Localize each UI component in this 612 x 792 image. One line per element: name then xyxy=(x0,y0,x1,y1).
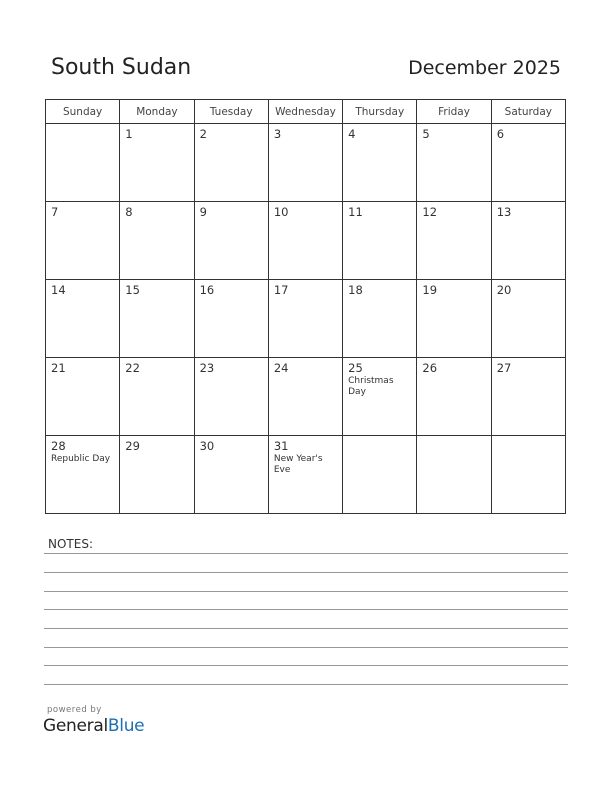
day-number: 31 xyxy=(273,439,289,453)
day-number: 25 xyxy=(348,361,363,375)
day-number: 13 xyxy=(496,205,512,219)
holiday-label: Republic Day xyxy=(51,454,111,464)
day-number: 21 xyxy=(51,361,66,375)
day-number: 26 xyxy=(422,361,438,375)
weekday-saturday: Saturday xyxy=(491,100,565,124)
day-number: 6 xyxy=(496,127,505,141)
day-number: 20 xyxy=(496,283,512,297)
day-number: 27 xyxy=(496,361,512,375)
day-number: 2 xyxy=(199,127,207,141)
notes-line xyxy=(44,591,568,592)
brand-blue: Blue xyxy=(107,716,145,736)
day-cell xyxy=(194,124,268,202)
day-cell xyxy=(268,124,342,202)
day-cell xyxy=(268,280,342,358)
day-number: 29 xyxy=(125,439,140,453)
day-number: 4 xyxy=(348,127,356,141)
month-title: December 2025 xyxy=(408,57,561,79)
day-cell xyxy=(194,436,268,514)
powered-by-text: powered by xyxy=(47,705,102,715)
week-row xyxy=(46,124,566,202)
day-cell xyxy=(491,124,565,202)
notes-label: NOTES: xyxy=(48,537,93,551)
day-cell xyxy=(46,358,120,436)
day-cell xyxy=(120,280,194,358)
week-row xyxy=(46,358,566,436)
day-cell xyxy=(491,280,565,358)
day-cell xyxy=(491,358,565,436)
day-cell xyxy=(46,280,120,358)
notes-line xyxy=(44,665,568,666)
day-number: 18 xyxy=(348,283,363,297)
day-number: 15 xyxy=(125,283,140,297)
day-number: 16 xyxy=(199,283,215,297)
day-cell xyxy=(343,280,417,358)
weekday-thursday: Thursday xyxy=(343,100,417,124)
notes-line xyxy=(44,553,568,554)
weekday-friday: Friday xyxy=(417,100,491,124)
day-number: 28 xyxy=(51,439,66,453)
brand-general: General xyxy=(43,716,108,736)
day-number: 7 xyxy=(51,205,59,219)
day-cell xyxy=(417,436,491,514)
day-cell xyxy=(46,436,120,514)
day-cell xyxy=(343,202,417,280)
notes-line xyxy=(44,628,568,629)
day-number: 12 xyxy=(422,205,438,219)
day-number: 14 xyxy=(51,283,66,297)
day-cell xyxy=(343,436,417,514)
notes-line xyxy=(44,647,568,648)
day-cell xyxy=(120,358,194,436)
weekday-header-row xyxy=(46,100,566,124)
day-cell xyxy=(120,124,194,202)
week-row xyxy=(46,280,566,358)
generalblue-logo[interactable] xyxy=(43,716,144,736)
day-number: 10 xyxy=(273,205,289,219)
day-cell xyxy=(268,358,342,436)
day-number: 11 xyxy=(348,205,363,219)
day-number: 3 xyxy=(273,127,282,141)
weekday-wednesday: Wednesday xyxy=(268,100,342,124)
day-cell xyxy=(491,202,565,280)
day-number: 19 xyxy=(422,283,438,297)
weekday-monday: Monday xyxy=(120,100,194,124)
day-number: 1 xyxy=(125,127,133,141)
holiday-label: Christmas Day xyxy=(348,376,394,397)
day-cell xyxy=(194,358,268,436)
week-row xyxy=(46,202,566,280)
day-cell xyxy=(194,202,268,280)
country-title: South Sudan xyxy=(51,55,192,80)
day-number: 9 xyxy=(199,205,207,219)
calendar-grid xyxy=(45,99,566,514)
notes-line xyxy=(44,684,568,685)
day-number: 22 xyxy=(125,361,140,375)
day-cell xyxy=(268,436,342,514)
day-cell xyxy=(120,202,194,280)
day-number: 17 xyxy=(273,283,289,297)
day-cell xyxy=(194,280,268,358)
day-number: 5 xyxy=(422,127,430,141)
day-cell xyxy=(343,124,417,202)
weekday-sunday: Sunday xyxy=(46,100,120,124)
day-cell xyxy=(46,124,120,202)
day-number: 30 xyxy=(199,439,215,453)
day-cell xyxy=(491,436,565,514)
day-cell xyxy=(343,358,417,436)
day-cell xyxy=(417,124,491,202)
day-cell xyxy=(417,280,491,358)
day-cell xyxy=(417,202,491,280)
day-cell xyxy=(46,202,120,280)
day-number: 8 xyxy=(125,205,133,219)
weekday-tuesday: Tuesday xyxy=(194,100,268,124)
day-cell xyxy=(268,202,342,280)
notes-line xyxy=(44,609,568,610)
day-cell xyxy=(120,436,194,514)
day-number: 23 xyxy=(199,361,215,375)
holiday-label: New Year's Eve xyxy=(273,454,323,475)
notes-line xyxy=(44,572,568,573)
day-cell xyxy=(417,358,491,436)
day-number: 24 xyxy=(273,361,289,375)
week-row xyxy=(46,436,566,514)
